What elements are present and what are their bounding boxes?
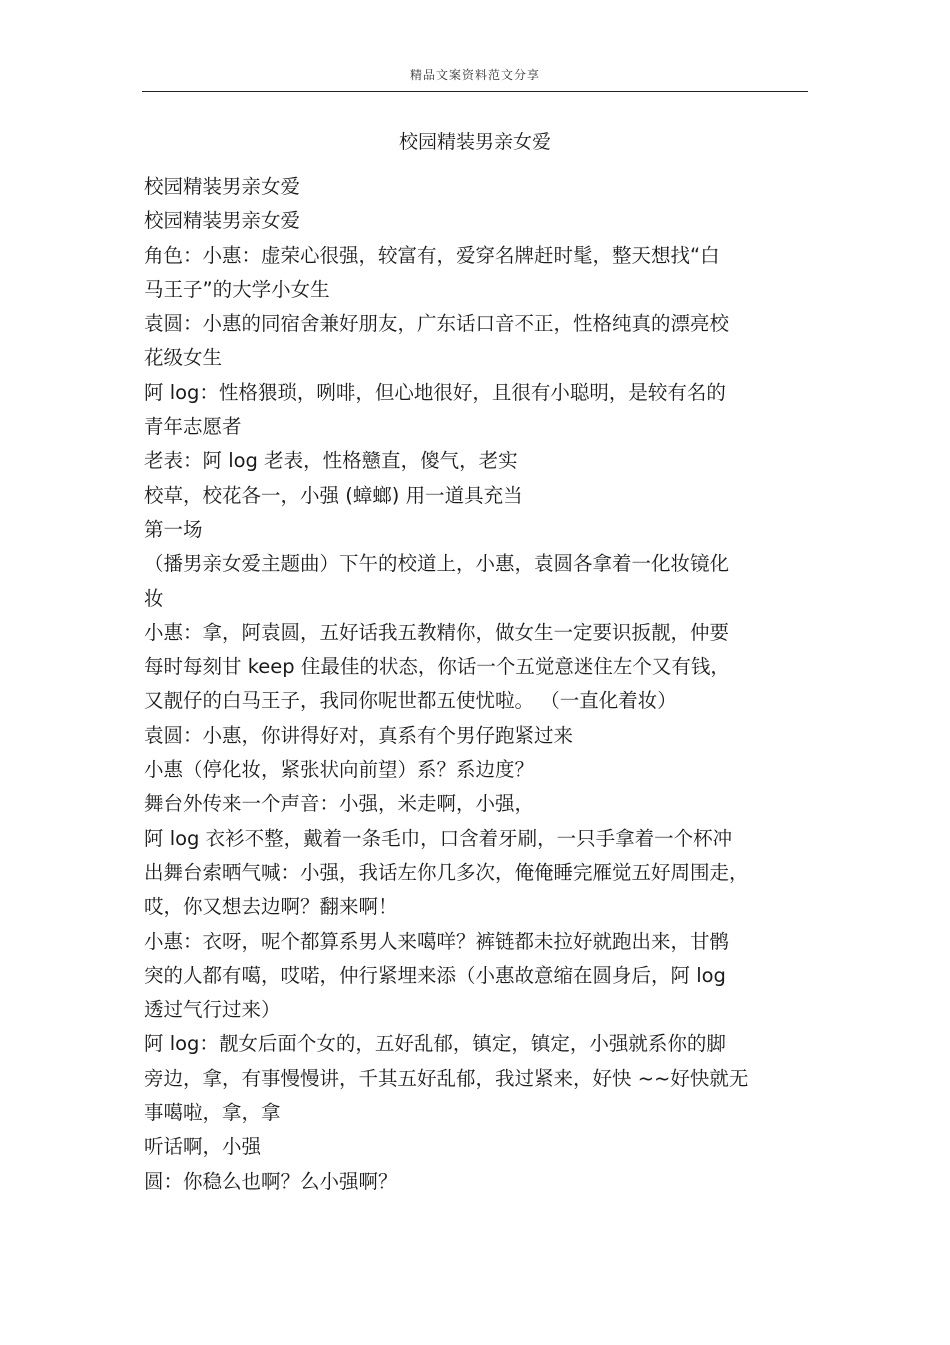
body-line: 突的人都有噶，哎喏，仲行紧埋来添（小惠故意缩在圆身后，阿 log (144, 963, 726, 987)
body-line: 袁圆：小惠的同宿舍兼好朋友，广东话口音不正，性格纯真的漂亮校 (144, 312, 730, 336)
body-line: 听话啊，小强 (144, 1135, 262, 1159)
body-line: 马王子”的大学小女生 (144, 277, 330, 301)
body-line: 袁圆：小惠，你讲得好对，真系有个男仔跑紧过来 (144, 723, 574, 747)
body-line: 妆 (144, 586, 164, 610)
header-divider (142, 91, 808, 92)
document-body (144, 170, 808, 1199)
page-header: 精品文案资料范文分享 (409, 68, 540, 82)
document-title: 校园精装男亲女爱 (398, 131, 551, 153)
body-line: 阿 log：性格猥琐，咧啡，但心地很好，且很有小聪明，是较有名的 (144, 380, 726, 404)
body-line: 阿 log 衣衫不整，戴着一条毛巾，口含着牙刷，一只手拿着一个杯冲 (144, 826, 733, 850)
body-line: （播男亲女爱主题曲）下午的校道上，小惠，袁圆各拿着一化妆镜化 (144, 552, 730, 576)
body-line: 事噶啦，拿，拿 (144, 1101, 281, 1125)
body-line: 校草，校花各一，小强 (蟑螂) 用一道具充当 (144, 483, 523, 507)
body-line: 小惠（停化妆，紧张状向前望）系？系边度？ (144, 758, 535, 782)
body-line: 小惠：衣呀，呢个都算系男人来噶咩？裤链都未拉好就跑出来，甘鹘 (144, 929, 730, 953)
body-line: 阿 log：靓女后面个女的，五好乱郁，镇定，镇定，小强就系你的脚 (144, 1032, 726, 1056)
body-line: 角色：小惠：虚荣心很强，较富有，爱穿名牌赶时髦，整天想找“白 (144, 243, 720, 267)
body-line: 透过气行过来） (144, 998, 281, 1022)
body-line: 圆：你稳么也啊？么小强啊？ (144, 1169, 398, 1193)
body-line: 又靓仔的白马王子，我同你呢世都五使忧啦。 （一直化着妆） (144, 689, 677, 713)
body-line: 旁边，拿，有事慢慢讲，千其五好乱郁，我过紧来，好快 ~~好快就无 (144, 1066, 749, 1090)
body-line: 老表：阿 log 老表，性格戆直，傻气，老实 (144, 449, 518, 473)
body-line: 出舞台索晒气喊：小强，我话左你几多次，俺俺睡完雁觉五好周围走， (144, 860, 749, 884)
body-line: 校园精装男亲女爱 (144, 209, 301, 233)
body-line: 校园精装男亲女爱 (144, 175, 301, 198)
body-line: 小惠：拿，阿袁圆，五好话我五教精你，做女生一定要识扳靓，仲要 (144, 620, 730, 644)
body-line: 青年志愿者 (144, 415, 242, 439)
body-line: 哎，你又想去边啊？翻来啊！ (144, 895, 398, 919)
body-line: 第一场 (144, 517, 203, 541)
body-line: 每时每刻甘 keep 住最佳的状态，你话一个五觉意迷住左个又有钱， (144, 655, 730, 679)
body-line: 花级女生 (144, 346, 223, 370)
body-line: 舞台外传来一个声音：小强，米走啊，小强， (144, 792, 535, 816)
